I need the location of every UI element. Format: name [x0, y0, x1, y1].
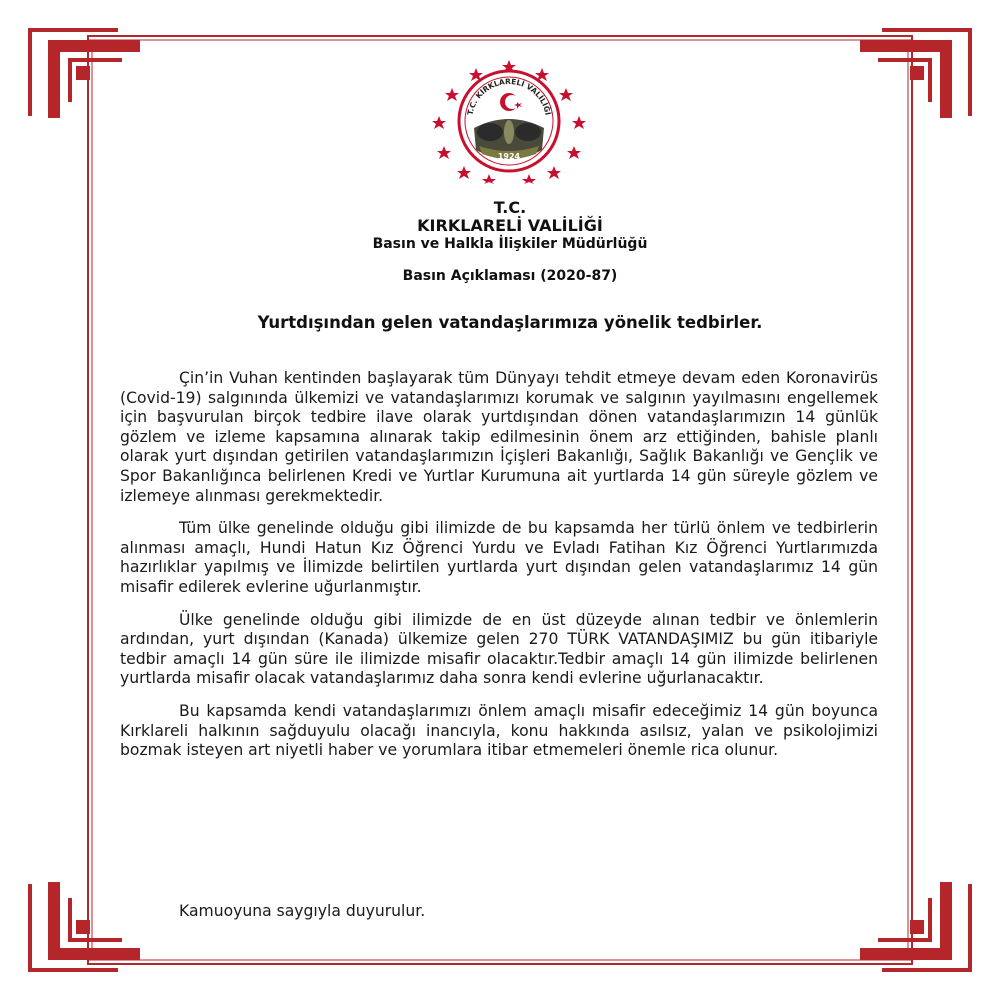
document-body: [120, 369, 878, 774]
header-unit: Basın ve Halkla İlişkiler Müdürlüğü: [372, 236, 648, 252]
body-paragraph: Bu kapsamda kendi vatandaşlarımızı önlem amaçlı misafir edeceğimiz 14 gün boyunca Kırklareli halkının sağduyulu olacağı inancıyla, konu hakkında asılsız, yalan ve psikolojimizi bozmak isteyen art niyetli haber ve yorumlara itibar etmemeleri önemle rica olunur.: [120, 701, 878, 760]
press-release-number: Basın Açıklaması (2020-87): [402, 268, 618, 284]
header-tc: T.C.: [493, 198, 527, 217]
header-office: KIRKLARELİ VALİLİĞİ: [417, 216, 603, 235]
body-paragraph: Tüm ülke genelinde olduğu gibi ilimizde de bu kapsamda her türlü önlem ve tedbirlerin alınması amaçlı, Hundi Hatun Kız Öğrenci Yurdu ve Evladı Fatihan Kız Öğrenci Yurtlarımızda hazırlıklar yapılmış ve İlimizde belirtilen yurtlarda yurt dışından gelen vatandaşlarımız 14 gün misafir edilerek evlerine uğurlanmıştır.: [120, 519, 878, 596]
body-paragraph: Ülke genelinde olduğu gibi ilimizde de en üst düzeyde alınan tedbir ve önlemlerin ardından, yurt dışından (Kanada) ülkemize gelen 270 TÜRK VATANDAŞIMIZ bu gün itibariyle tedbir amaçlı 14 gün süre ile ilimizde misafir olacaktır.Tedbir amaçlı 14 gün ilimizde belirlenen yurtlarda misafir olacak vatandaşlarımız daha sonra kendi evlerine uğurlanacaktır.: [120, 610, 878, 688]
emblem-year: 1924: [497, 152, 521, 161]
emblem-ring-text: T.C. KIRKLARELİ VALİLİĞİ: [465, 76, 553, 116]
body-paragraph: Çin’in Vuhan kentinden başlayarak tüm Dünyayı tehdit etmeye devam eden Koronavirüs (Covid-19) salgınında ülkemizi ve vatandaşlarımızı korumak ve salgının yayılmasını engellemek için başvurulan birçok tedbire ilave olarak yurtdışından dönen vatandaşlarımızın 14 günlük gözlem ve izleme kapsamına alınarak takip edilmesinin önem arz ettiğinden, bahisle planlı olarak yurt dışından getirilen vatandaşlarımızın İçişleri Bakanlığı, Sağlık Bakanlığı ve Gençlik ve Spor Bakanlığınca belirlenen Kredi ve Yurtlar Kurumuna ait yurtlarda 14 gün süreyle gözlem ve izlemeye alınması gerekmektedir.: [120, 369, 878, 505]
closing-line: Kamuoyuna saygıyla duyurulur.: [179, 902, 426, 920]
governorship-emblem: [424, 58, 594, 184]
document-title: Yurtdışından gelen vatandaşlarımıza yönelik tedbirler.: [257, 313, 763, 332]
